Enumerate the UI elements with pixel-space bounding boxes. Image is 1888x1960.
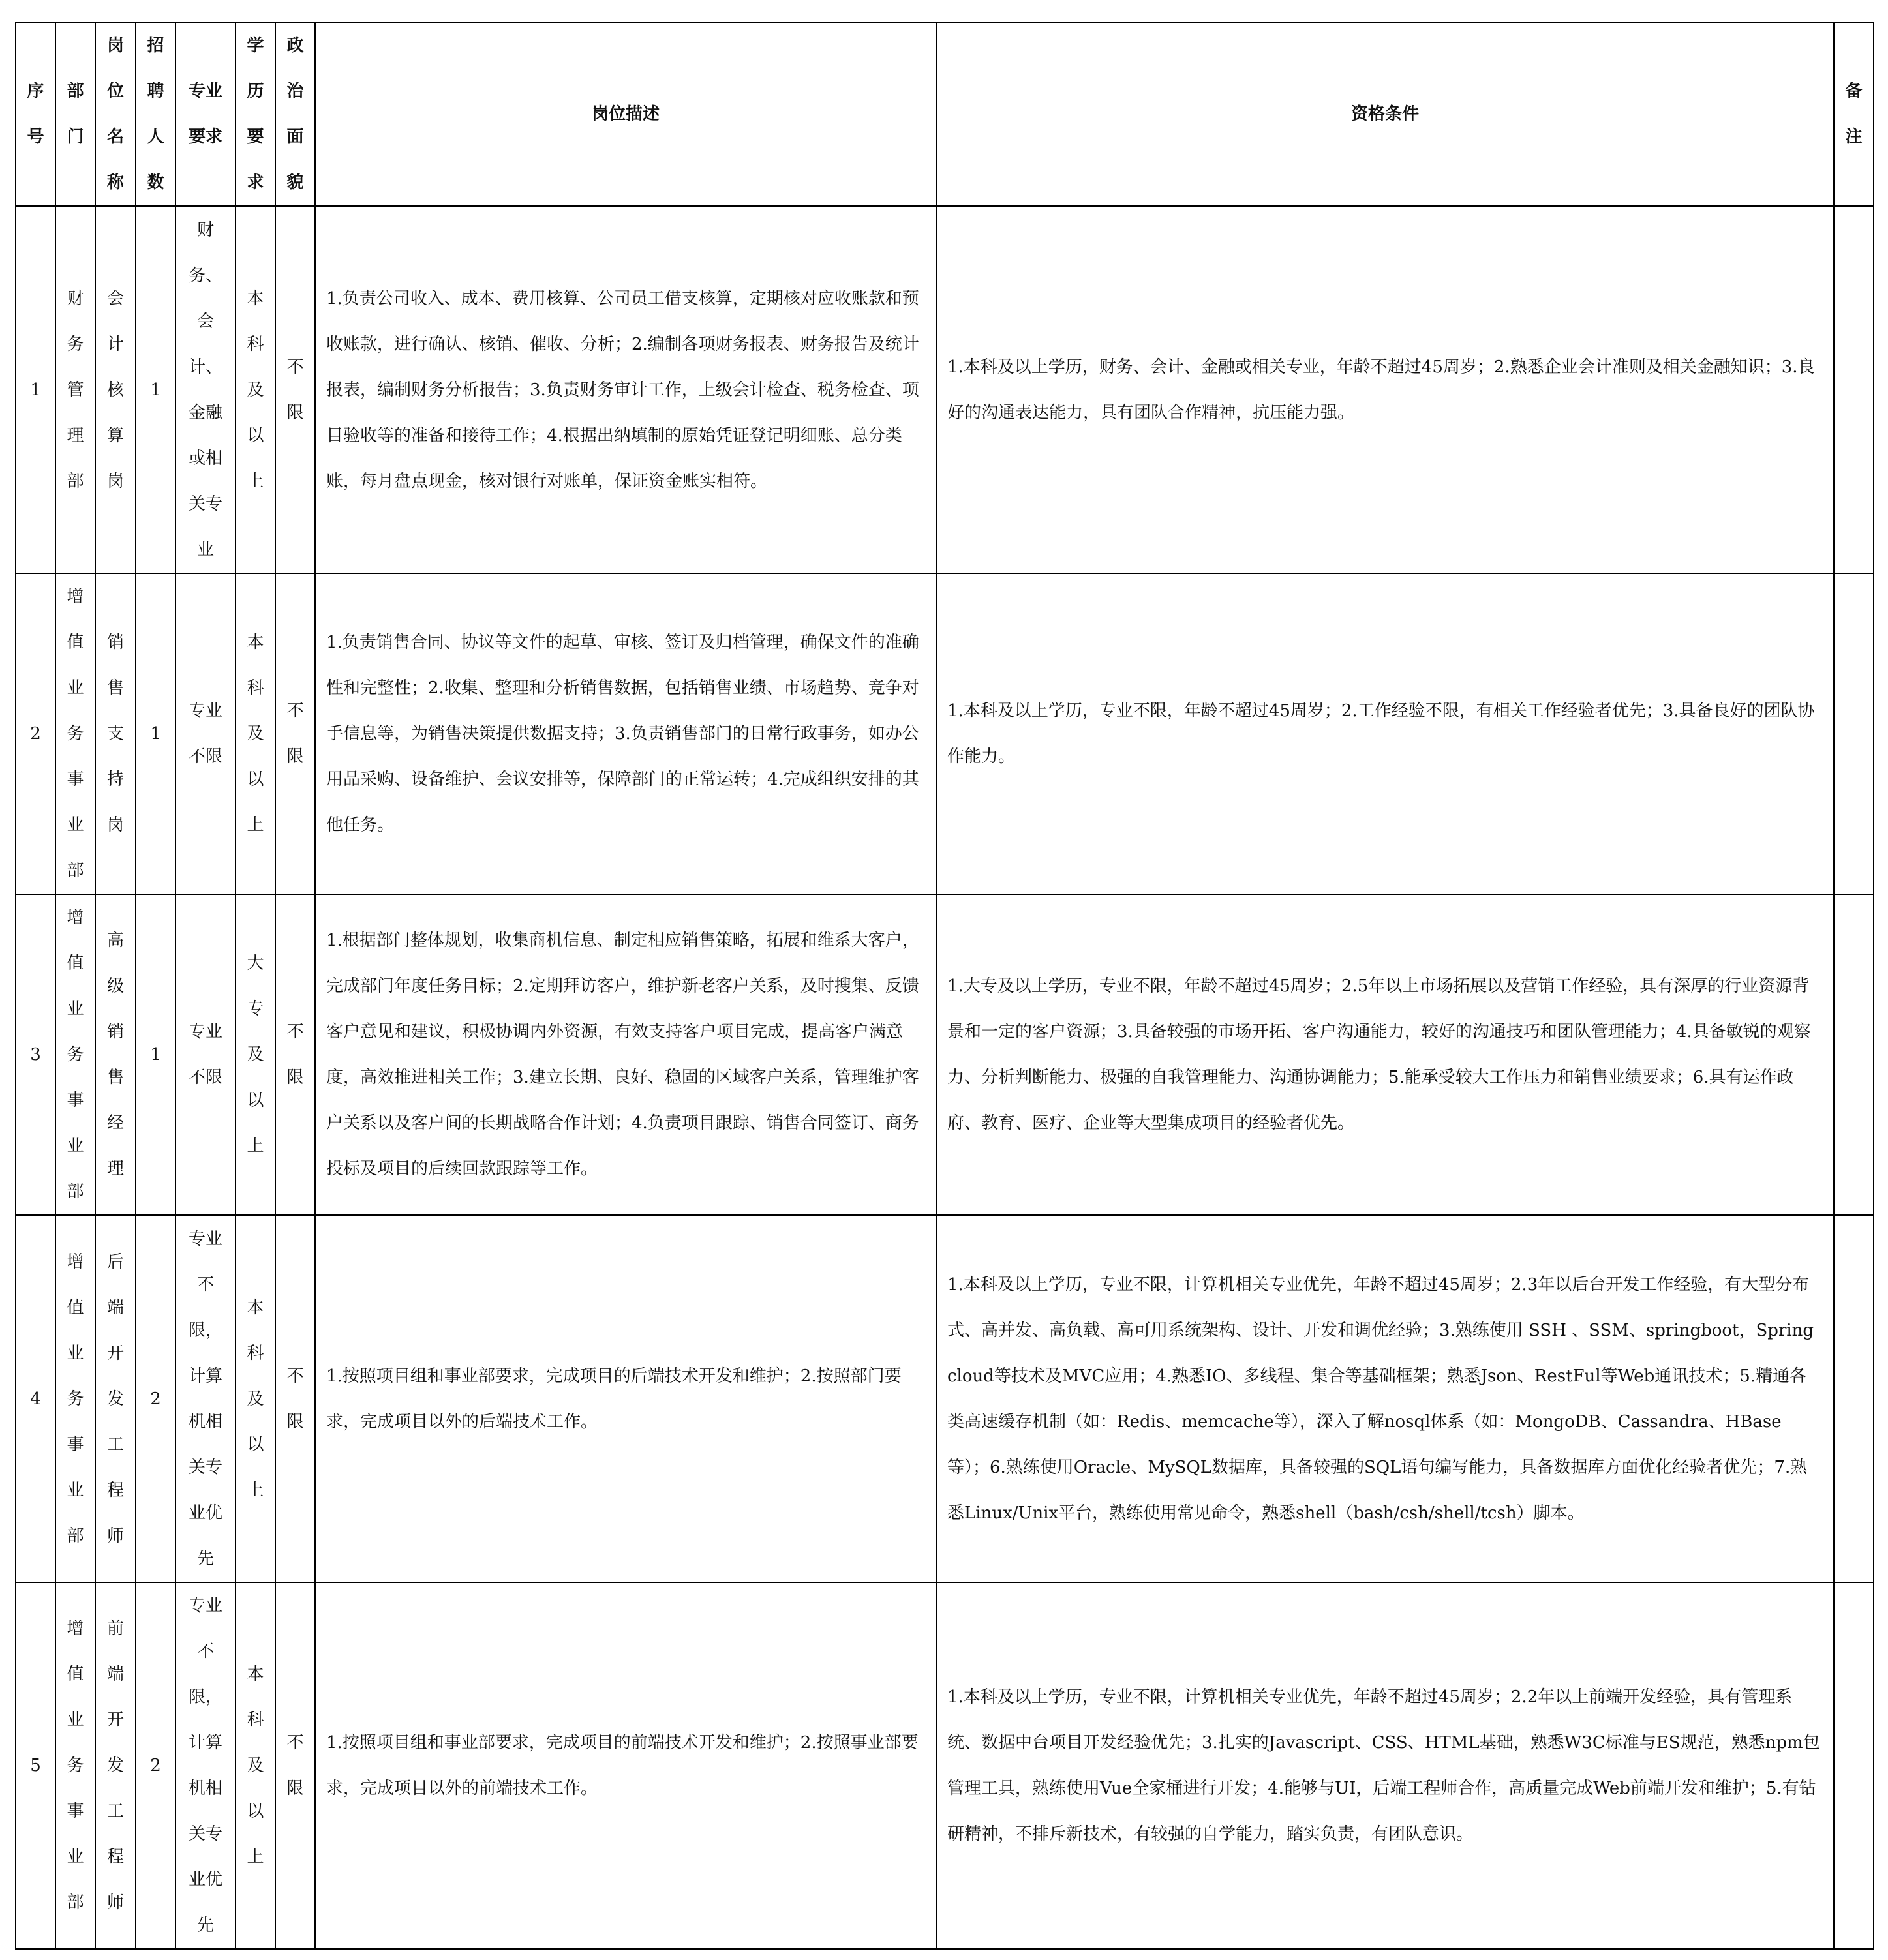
header-desc: 岗位描述 [315,22,936,206]
cell-note [1834,1582,1874,1949]
table-row [16,894,1874,1215]
cell-major: 专业不限，计算机相关专业优先 [175,1582,236,1949]
cell-politics: 不限 [275,573,315,894]
cell-qual: 1.本科及以上学历，专业不限，计算机相关专业优先，年龄不超过45周岁；2.3年以后台开发工作经验，有大型分布式、高并发、高负载、高可用系统架构、设计、开发和调优经验；3.熟练使用 SSH 、SSM、springboot，Springcloud等技术及MVC应用；4.熟悉IO、多线程、集合等基础框架；熟悉Json、RestFul等Web通讯技术；5.精通各类高速缓存机制（如：Redis、memcache等），深入了解nosql体系（如：MongoDB、Cassandra、HBase等）；6.熟练使用Oracle、MySQL数据库，具备较强的SQL语句编写能力，具备数据库方面优化经验者优先；7.熟悉Linux/Unix平台，熟练使用常见命令，熟悉shell（bash/csh/shell/tcsh）脚本。 [936,1215,1834,1582]
cell-note [1834,573,1874,894]
cell-post: 前端开发工程师 [95,1582,136,1949]
cell-dept: 增值业务事业部 [55,573,95,894]
cell-desc: 1.负责销售合同、协议等文件的起草、审核、签订及归档管理，确保文件的准确性和完整性；2.收集、整理和分析销售数据，包括销售业绩、市场趋势、竞争对手信息等，为销售决策提供数据支持；3.负责销售部门的日常行政事务，如办公用品采购、设备维护、会议安排等，保障部门的正常运转；4.完成组织安排的其他任务。 [315,573,936,894]
cell-major: 专业不限 [175,894,236,1215]
header-major: 专业要求 [175,22,236,206]
table-row [16,1582,1874,1949]
table-row [16,206,1874,573]
cell-desc: 1.根据部门整体规划，收集商机信息、制定相应销售策略，拓展和维系大客户，完成部门年度任务目标；2.定期拜访客户，维护新老客户关系，及时搜集、反馈客户意见和建议，积极协调内外资源，有效支持客户项目完成，提高客户满意度，高效推进相关工作；3.建立长期、良好、稳固的区域客户关系，管理维护客户关系以及客户间的长期战略合作计划；4.负责项目跟踪、销售合同签订、商务投标及项目的后续回款跟踪等工作。 [315,894,936,1215]
cell-count: 1 [136,206,175,573]
header-no: 序号 [16,22,55,206]
cell-qual: 1.本科及以上学历，财务、会计、金融或相关专业，年龄不超过45周岁；2.熟悉企业会计准则及相关金融知识；3.良好的沟通表达能力，具有团队合作精神，抗压能力强。 [936,206,1834,573]
cell-note [1834,894,1874,1215]
cell-edu: 本科及以上 [236,573,275,894]
cell-post: 后端开发工程师 [95,1215,136,1582]
cell-desc: 1.按照项目组和事业部要求，完成项目的前端技术开发和维护；2.按照事业部要求，完成项目以外的前端技术工作。 [315,1582,936,1949]
cell-edu: 本科及以上 [236,1582,275,1949]
cell-dept: 财务管理部 [55,206,95,573]
header-dept: 部门 [55,22,95,206]
cell-count: 2 [136,1215,175,1582]
cell-politics: 不限 [275,206,315,573]
cell-note [1834,206,1874,573]
cell-count: 2 [136,1582,175,1949]
cell-desc: 1.按照项目组和事业部要求，完成项目的后端技术开发和维护；2.按照部门要求，完成项目以外的后端技术工作。 [315,1215,936,1582]
cell-no: 4 [16,1215,55,1582]
cell-post: 销售支持岗 [95,573,136,894]
header-count: 招聘人数 [136,22,175,206]
cell-edu: 本科及以上 [236,206,275,573]
cell-major: 专业不限，计算机相关专业优先 [175,1215,236,1582]
header-qual: 资格条件 [936,22,1834,206]
table-row [16,1215,1874,1582]
header-note: 备注 [1834,22,1874,206]
cell-politics: 不限 [275,1582,315,1949]
cell-note [1834,1215,1874,1582]
cell-dept: 增值业务事业部 [55,894,95,1215]
cell-count: 1 [136,573,175,894]
cell-edu: 本科及以上 [236,1215,275,1582]
cell-no: 3 [16,894,55,1215]
recruitment-table [15,22,1874,1950]
cell-post: 会计核算岗 [95,206,136,573]
cell-desc: 1.负责公司收入、成本、费用核算、公司员工借支核算，定期核对应收账款和预收账款，进行确认、核销、催收、分析；2.编制各项财务报表、财务报告及统计报表，编制财务分析报告；3.负责财务审计工作，上级会计检查、税务检查、项目验收等的准备和接待工作；4.根据出纳填制的原始凭证登记明细账、总分类账，每月盘点现金，核对银行对账单，保证资金账实相符。 [315,206,936,573]
cell-politics: 不限 [275,894,315,1215]
cell-major: 财务、会计、金融或相关专业 [175,206,236,573]
header-edu: 学历要求 [236,22,275,206]
cell-dept: 增值业务事业部 [55,1215,95,1582]
cell-post: 高级销售经理 [95,894,136,1215]
cell-dept: 增值业务事业部 [55,1582,95,1949]
cell-qual: 1.本科及以上学历，专业不限，计算机相关专业优先，年龄不超过45周岁；2.2年以上前端开发经验，具有管理系统、数据中台项目开发经验优先；3.扎实的Javascript、CSS、HTML基础，熟悉W3C标准与ES规范，熟悉npm包管理工具，熟练使用Vue全家桶进行开发；4.能够与UI，后端工程师合作，高质量完成Web前端开发和维护；5.有钻研精神，不排斥新技术，有较强的自学能力，踏实负责，有团队意识。 [936,1582,1834,1949]
header-row [16,22,1874,206]
cell-major: 专业不限 [175,573,236,894]
table-row [16,573,1874,894]
cell-no: 2 [16,573,55,894]
cell-politics: 不限 [275,1215,315,1582]
header-post: 岗位名称 [95,22,136,206]
cell-edu: 大专及以上 [236,894,275,1215]
header-politics: 政治面貌 [275,22,315,206]
cell-qual: 1.大专及以上学历，专业不限，年龄不超过45周岁；2.5年以上市场拓展以及营销工作经验，具有深厚的行业资源背景和一定的客户资源；3.具备较强的市场开拓、客户沟通能力，较好的沟通技巧和团队管理能力；4.具备敏锐的观察力、分析判断能力、极强的自我管理能力、沟通协调能力；5.能承受较大工作压力和销售业绩要求；6.具有运作政府、教育、医疗、企业等大型集成项目的经验者优先。 [936,894,1834,1215]
cell-no: 1 [16,206,55,573]
cell-qual: 1.本科及以上学历，专业不限，年龄不超过45周岁；2.工作经验不限，有相关工作经验者优先；3.具备良好的团队协作能力。 [936,573,1834,894]
cell-count: 1 [136,894,175,1215]
cell-no: 5 [16,1582,55,1949]
